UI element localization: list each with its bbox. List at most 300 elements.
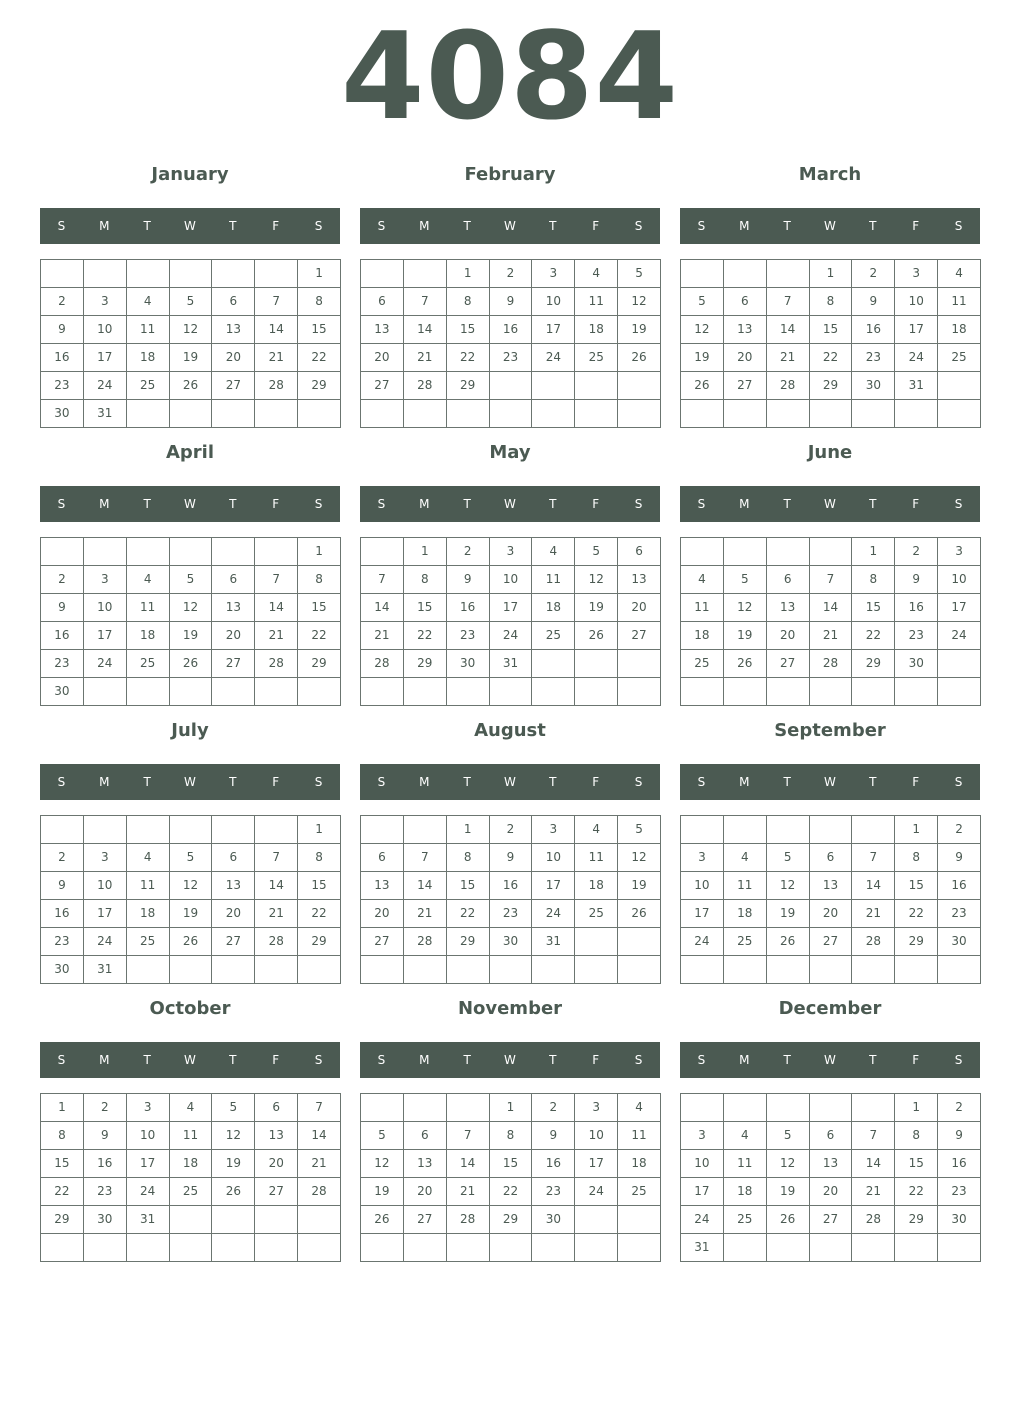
day-cell: 18 bbox=[127, 344, 170, 372]
day-cell: 16 bbox=[490, 316, 533, 344]
day-cell: 1 bbox=[404, 538, 447, 566]
day-cell: 8 bbox=[298, 288, 341, 316]
day-cell: 23 bbox=[938, 900, 981, 928]
year-title: 4084 bbox=[341, 8, 679, 147]
day-cell: 4 bbox=[938, 260, 981, 288]
day-cell: 9 bbox=[41, 316, 84, 344]
day-cell: 20 bbox=[361, 900, 404, 928]
day-cell: 2 bbox=[852, 260, 895, 288]
day-cell: 6 bbox=[255, 1094, 298, 1122]
day-cell: 23 bbox=[532, 1178, 575, 1206]
day-cell: 11 bbox=[127, 594, 170, 622]
weekday-label: W bbox=[184, 1053, 196, 1067]
day-cell: 5 bbox=[170, 288, 213, 316]
day-cell: 15 bbox=[810, 316, 853, 344]
day-cell: 14 bbox=[298, 1122, 341, 1150]
day-cell bbox=[255, 1206, 298, 1234]
day-cell: 15 bbox=[895, 872, 938, 900]
weekday-label: W bbox=[184, 219, 196, 233]
day-cell: 20 bbox=[404, 1178, 447, 1206]
day-cell: 28 bbox=[767, 372, 810, 400]
day-cell bbox=[447, 1094, 490, 1122]
day-cell: 17 bbox=[532, 316, 575, 344]
day-cell bbox=[127, 956, 170, 984]
day-cell: 29 bbox=[404, 650, 447, 678]
day-cell bbox=[681, 816, 724, 844]
day-cell bbox=[681, 400, 724, 428]
day-cell: 24 bbox=[84, 372, 127, 400]
day-cell: 4 bbox=[618, 1094, 661, 1122]
day-cell bbox=[681, 678, 724, 706]
weekday-label: F bbox=[272, 219, 280, 233]
day-cell bbox=[490, 400, 533, 428]
day-cell bbox=[767, 678, 810, 706]
day-cell: 21 bbox=[298, 1150, 341, 1178]
day-cell bbox=[255, 678, 298, 706]
day-cell: 13 bbox=[212, 594, 255, 622]
day-cell bbox=[127, 1234, 170, 1262]
day-cell: 11 bbox=[724, 872, 767, 900]
month-name: December bbox=[778, 998, 882, 1019]
day-cell bbox=[212, 260, 255, 288]
day-cell: 31 bbox=[84, 400, 127, 428]
day-cell: 27 bbox=[255, 1178, 298, 1206]
weekday-label: S bbox=[57, 497, 66, 511]
day-cell bbox=[212, 1206, 255, 1234]
weekday-label: M bbox=[739, 1053, 750, 1067]
day-cell: 19 bbox=[361, 1178, 404, 1206]
day-cell: 24 bbox=[532, 344, 575, 372]
day-cell: 16 bbox=[84, 1150, 127, 1178]
day-cell: 2 bbox=[41, 288, 84, 316]
day-cell: 13 bbox=[767, 594, 810, 622]
weekday-label: F bbox=[912, 1053, 920, 1067]
day-cell: 26 bbox=[170, 650, 213, 678]
day-cell: 24 bbox=[84, 650, 127, 678]
day-cell: 2 bbox=[447, 538, 490, 566]
day-cell bbox=[810, 678, 853, 706]
day-cell: 5 bbox=[575, 538, 618, 566]
day-cell: 26 bbox=[767, 1206, 810, 1234]
weekday-label: F bbox=[592, 497, 600, 511]
day-cell bbox=[724, 956, 767, 984]
day-cell bbox=[938, 956, 981, 984]
day-cell: 15 bbox=[298, 594, 341, 622]
weekday-label: F bbox=[272, 775, 280, 789]
day-cell bbox=[170, 816, 213, 844]
day-cell: 29 bbox=[447, 928, 490, 956]
day-cell bbox=[170, 400, 213, 428]
day-cell: 28 bbox=[255, 372, 298, 400]
day-cell bbox=[447, 956, 490, 984]
day-cell: 29 bbox=[447, 372, 490, 400]
day-cell: 4 bbox=[127, 288, 170, 316]
day-cell: 13 bbox=[618, 566, 661, 594]
day-cell: 22 bbox=[41, 1178, 84, 1206]
day-cell bbox=[681, 1094, 724, 1122]
weekday-label: F bbox=[912, 219, 920, 233]
day-cell: 9 bbox=[938, 844, 981, 872]
day-cell: 29 bbox=[41, 1206, 84, 1234]
day-cell: 5 bbox=[618, 816, 661, 844]
day-cell: 15 bbox=[404, 594, 447, 622]
day-cell: 12 bbox=[575, 566, 618, 594]
day-cell: 21 bbox=[255, 344, 298, 372]
day-cell: 25 bbox=[724, 1206, 767, 1234]
weekday-label: W bbox=[184, 497, 196, 511]
weekday-header bbox=[680, 764, 980, 800]
day-cell: 24 bbox=[575, 1178, 618, 1206]
day-cell bbox=[724, 538, 767, 566]
weekday-label: F bbox=[912, 775, 920, 789]
weekday-label: T bbox=[783, 497, 791, 511]
day-cell bbox=[404, 1234, 447, 1262]
day-cell: 28 bbox=[361, 650, 404, 678]
weekday-header bbox=[360, 764, 660, 800]
day-cell: 17 bbox=[127, 1150, 170, 1178]
day-cell bbox=[298, 1234, 341, 1262]
day-cell: 7 bbox=[767, 288, 810, 316]
day-cell: 30 bbox=[852, 372, 895, 400]
day-cell: 31 bbox=[681, 1234, 724, 1262]
day-grid bbox=[680, 537, 981, 706]
day-cell bbox=[618, 372, 661, 400]
day-cell: 18 bbox=[681, 622, 724, 650]
weekday-label: T bbox=[143, 775, 151, 789]
weekday-label: S bbox=[634, 775, 643, 789]
weekday-header bbox=[680, 1042, 980, 1078]
day-grid bbox=[40, 815, 341, 984]
day-cell: 6 bbox=[810, 844, 853, 872]
day-cell: 19 bbox=[618, 872, 661, 900]
day-cell: 6 bbox=[767, 566, 810, 594]
weekday-label: T bbox=[463, 775, 471, 789]
day-cell: 10 bbox=[490, 566, 533, 594]
weekday-label: F bbox=[912, 497, 920, 511]
day-cell: 12 bbox=[212, 1122, 255, 1150]
day-cell bbox=[724, 816, 767, 844]
weekday-label: M bbox=[739, 219, 750, 233]
weekday-label: W bbox=[504, 775, 516, 789]
day-cell: 28 bbox=[810, 650, 853, 678]
day-cell: 17 bbox=[681, 900, 724, 928]
day-cell bbox=[404, 1094, 447, 1122]
day-cell: 10 bbox=[84, 872, 127, 900]
weekday-label: T bbox=[143, 497, 151, 511]
weekday-label: F bbox=[592, 219, 600, 233]
day-cell: 18 bbox=[724, 1178, 767, 1206]
day-grid bbox=[360, 815, 661, 984]
day-cell: 19 bbox=[212, 1150, 255, 1178]
day-cell: 12 bbox=[681, 316, 724, 344]
day-cell bbox=[212, 538, 255, 566]
day-cell: 30 bbox=[41, 400, 84, 428]
day-cell: 25 bbox=[127, 928, 170, 956]
day-cell: 29 bbox=[490, 1206, 533, 1234]
day-cell bbox=[170, 956, 213, 984]
day-cell: 14 bbox=[404, 872, 447, 900]
day-cell: 17 bbox=[84, 622, 127, 650]
day-cell: 20 bbox=[810, 1178, 853, 1206]
day-cell: 22 bbox=[404, 622, 447, 650]
day-cell: 22 bbox=[895, 1178, 938, 1206]
day-cell: 5 bbox=[170, 844, 213, 872]
day-cell: 19 bbox=[767, 1178, 810, 1206]
day-cell: 3 bbox=[84, 288, 127, 316]
day-cell: 12 bbox=[767, 1150, 810, 1178]
day-cell: 27 bbox=[361, 928, 404, 956]
day-cell: 29 bbox=[298, 372, 341, 400]
day-cell: 4 bbox=[170, 1094, 213, 1122]
day-cell: 22 bbox=[810, 344, 853, 372]
day-cell bbox=[361, 678, 404, 706]
day-cell: 23 bbox=[490, 344, 533, 372]
day-cell bbox=[212, 678, 255, 706]
day-cell: 1 bbox=[490, 1094, 533, 1122]
day-cell bbox=[895, 1234, 938, 1262]
day-cell: 18 bbox=[575, 316, 618, 344]
day-cell: 5 bbox=[681, 288, 724, 316]
day-cell: 21 bbox=[404, 900, 447, 928]
day-cell: 5 bbox=[767, 844, 810, 872]
day-cell: 9 bbox=[84, 1122, 127, 1150]
day-cell: 7 bbox=[255, 566, 298, 594]
weekday-label: T bbox=[549, 219, 557, 233]
day-cell bbox=[212, 956, 255, 984]
day-cell bbox=[575, 1206, 618, 1234]
day-cell: 16 bbox=[852, 316, 895, 344]
day-cell: 19 bbox=[681, 344, 724, 372]
day-cell: 27 bbox=[618, 622, 661, 650]
day-cell: 23 bbox=[41, 650, 84, 678]
day-cell bbox=[84, 816, 127, 844]
weekday-label: W bbox=[824, 219, 836, 233]
day-cell bbox=[767, 1234, 810, 1262]
day-cell bbox=[724, 400, 767, 428]
day-cell: 26 bbox=[724, 650, 767, 678]
day-cell bbox=[575, 400, 618, 428]
day-cell: 1 bbox=[298, 816, 341, 844]
day-cell bbox=[84, 1234, 127, 1262]
day-cell: 13 bbox=[212, 316, 255, 344]
day-cell bbox=[724, 260, 767, 288]
day-cell: 3 bbox=[575, 1094, 618, 1122]
day-cell: 22 bbox=[447, 900, 490, 928]
weekday-label: T bbox=[463, 497, 471, 511]
day-cell: 19 bbox=[170, 622, 213, 650]
day-cell: 31 bbox=[84, 956, 127, 984]
day-cell: 9 bbox=[895, 566, 938, 594]
day-cell: 31 bbox=[895, 372, 938, 400]
day-cell: 16 bbox=[41, 622, 84, 650]
day-cell: 4 bbox=[532, 538, 575, 566]
day-cell: 1 bbox=[298, 538, 341, 566]
day-cell: 15 bbox=[490, 1150, 533, 1178]
day-cell: 29 bbox=[895, 1206, 938, 1234]
day-cell bbox=[575, 650, 618, 678]
day-cell: 27 bbox=[361, 372, 404, 400]
day-cell bbox=[212, 816, 255, 844]
weekday-label: S bbox=[954, 497, 963, 511]
day-cell: 8 bbox=[41, 1122, 84, 1150]
day-cell: 25 bbox=[127, 650, 170, 678]
day-cell bbox=[810, 956, 853, 984]
day-cell bbox=[298, 678, 341, 706]
weekday-label: S bbox=[697, 1053, 706, 1067]
day-cell: 7 bbox=[404, 844, 447, 872]
day-cell bbox=[84, 260, 127, 288]
day-cell: 25 bbox=[618, 1178, 661, 1206]
day-cell: 19 bbox=[618, 316, 661, 344]
day-cell: 13 bbox=[361, 872, 404, 900]
weekday-label: T bbox=[783, 219, 791, 233]
day-cell: 22 bbox=[298, 344, 341, 372]
day-cell: 25 bbox=[575, 344, 618, 372]
day-cell: 18 bbox=[938, 316, 981, 344]
day-cell: 24 bbox=[895, 344, 938, 372]
day-cell: 8 bbox=[852, 566, 895, 594]
day-cell: 10 bbox=[127, 1122, 170, 1150]
day-cell: 28 bbox=[447, 1206, 490, 1234]
day-cell bbox=[84, 538, 127, 566]
day-cell: 27 bbox=[810, 1206, 853, 1234]
day-cell: 13 bbox=[724, 316, 767, 344]
day-cell: 19 bbox=[767, 900, 810, 928]
day-cell: 11 bbox=[681, 594, 724, 622]
day-cell: 4 bbox=[127, 844, 170, 872]
weekday-label: T bbox=[549, 775, 557, 789]
day-cell: 25 bbox=[127, 372, 170, 400]
day-cell: 6 bbox=[404, 1122, 447, 1150]
day-cell: 6 bbox=[361, 288, 404, 316]
day-cell: 20 bbox=[767, 622, 810, 650]
day-cell: 16 bbox=[41, 344, 84, 372]
day-cell: 23 bbox=[41, 928, 84, 956]
day-cell: 23 bbox=[447, 622, 490, 650]
day-cell: 16 bbox=[490, 872, 533, 900]
day-cell bbox=[447, 678, 490, 706]
day-cell: 16 bbox=[895, 594, 938, 622]
weekday-label: F bbox=[592, 775, 600, 789]
day-cell: 13 bbox=[255, 1122, 298, 1150]
weekday-label: T bbox=[869, 775, 877, 789]
day-cell: 14 bbox=[852, 872, 895, 900]
day-cell: 27 bbox=[212, 650, 255, 678]
weekday-label: S bbox=[57, 775, 66, 789]
day-cell bbox=[852, 400, 895, 428]
weekday-header bbox=[40, 486, 340, 522]
day-cell: 14 bbox=[447, 1150, 490, 1178]
day-cell: 10 bbox=[84, 594, 127, 622]
day-cell: 6 bbox=[810, 1122, 853, 1150]
day-cell: 10 bbox=[895, 288, 938, 316]
weekday-header bbox=[40, 1042, 340, 1078]
weekday-label: M bbox=[739, 497, 750, 511]
weekday-label: S bbox=[377, 1053, 386, 1067]
day-cell: 29 bbox=[895, 928, 938, 956]
day-cell bbox=[618, 650, 661, 678]
day-cell: 11 bbox=[724, 1150, 767, 1178]
day-cell: 22 bbox=[447, 344, 490, 372]
day-cell: 30 bbox=[532, 1206, 575, 1234]
day-cell bbox=[895, 956, 938, 984]
day-cell: 6 bbox=[618, 538, 661, 566]
day-cell bbox=[84, 678, 127, 706]
day-cell: 5 bbox=[724, 566, 767, 594]
day-cell: 1 bbox=[852, 538, 895, 566]
month-name: March bbox=[798, 164, 862, 185]
weekday-label: M bbox=[99, 775, 110, 789]
day-cell: 4 bbox=[724, 1122, 767, 1150]
day-cell bbox=[298, 400, 341, 428]
weekday-label: T bbox=[229, 1053, 237, 1067]
weekday-label: T bbox=[549, 1053, 557, 1067]
day-cell bbox=[361, 816, 404, 844]
weekday-label: S bbox=[57, 219, 66, 233]
day-cell bbox=[361, 956, 404, 984]
day-cell bbox=[810, 1234, 853, 1262]
day-cell bbox=[404, 260, 447, 288]
day-cell: 3 bbox=[895, 260, 938, 288]
day-grid bbox=[680, 815, 981, 984]
day-cell: 14 bbox=[255, 872, 298, 900]
day-cell: 13 bbox=[810, 1150, 853, 1178]
day-cell: 20 bbox=[724, 344, 767, 372]
day-cell: 8 bbox=[895, 844, 938, 872]
day-cell bbox=[810, 816, 853, 844]
day-cell: 4 bbox=[575, 260, 618, 288]
weekday-label: M bbox=[419, 775, 430, 789]
day-cell: 8 bbox=[895, 1122, 938, 1150]
day-cell: 26 bbox=[767, 928, 810, 956]
weekday-label: W bbox=[824, 497, 836, 511]
day-cell: 5 bbox=[618, 260, 661, 288]
day-cell: 6 bbox=[212, 844, 255, 872]
day-cell: 21 bbox=[404, 344, 447, 372]
day-cell: 1 bbox=[895, 816, 938, 844]
weekday-label: T bbox=[229, 497, 237, 511]
day-cell bbox=[532, 372, 575, 400]
day-cell: 17 bbox=[532, 872, 575, 900]
day-grid bbox=[680, 1093, 981, 1262]
day-cell: 12 bbox=[767, 872, 810, 900]
day-cell: 18 bbox=[618, 1150, 661, 1178]
day-cell: 25 bbox=[532, 622, 575, 650]
day-cell: 23 bbox=[490, 900, 533, 928]
day-cell: 10 bbox=[938, 566, 981, 594]
day-grid bbox=[360, 259, 661, 428]
month-name: July bbox=[171, 720, 209, 741]
day-cell: 17 bbox=[575, 1150, 618, 1178]
weekday-header bbox=[680, 486, 980, 522]
day-cell: 15 bbox=[447, 872, 490, 900]
day-cell: 25 bbox=[938, 344, 981, 372]
day-cell bbox=[767, 538, 810, 566]
day-cell bbox=[575, 928, 618, 956]
day-cell: 29 bbox=[810, 372, 853, 400]
day-cell: 29 bbox=[298, 928, 341, 956]
day-cell: 9 bbox=[852, 288, 895, 316]
weekday-label: T bbox=[783, 1053, 791, 1067]
day-cell: 11 bbox=[575, 288, 618, 316]
day-cell: 2 bbox=[41, 844, 84, 872]
day-cell: 30 bbox=[41, 678, 84, 706]
day-cell: 26 bbox=[618, 900, 661, 928]
day-cell: 3 bbox=[681, 1122, 724, 1150]
day-cell: 16 bbox=[41, 900, 84, 928]
day-cell: 11 bbox=[127, 316, 170, 344]
day-cell: 18 bbox=[532, 594, 575, 622]
